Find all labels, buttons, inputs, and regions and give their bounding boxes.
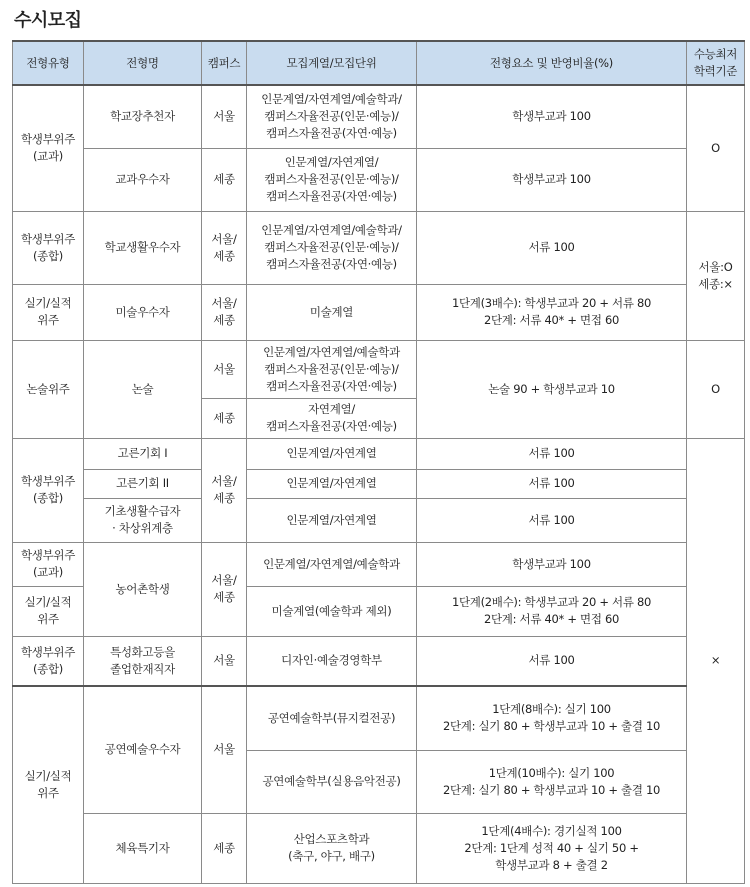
header-name: 전형명 (84, 41, 202, 85)
cell-elements: 1단계(4배수): 경기실적 100 2단계: 1단계 성적 40 + 실기 50 + 학생부교과 8 + 출결 2 (417, 813, 687, 883)
table-row (13, 813, 745, 883)
table-row (13, 498, 745, 542)
cell-name: 고른기회 I (84, 438, 202, 469)
cell-campus: 서울 (202, 636, 247, 686)
table-row (13, 148, 745, 211)
header-elements: 전형요소 및 반영비율(%) (417, 41, 687, 85)
cell-campus: 세종 (202, 813, 247, 883)
cell-type: 학생부위주 (교과) (13, 542, 84, 586)
cell-elements: 서류 100 (417, 469, 687, 498)
table-row (13, 340, 745, 398)
cell-elements: 서류 100 (417, 498, 687, 542)
cell-name: 학교장추천자 (84, 85, 202, 148)
cell-unit: 공연예술학부(뮤지컬전공) (247, 686, 417, 750)
cell-campus: 세종 (202, 398, 247, 438)
cell-unit: 자연계열/ 캠퍼스자율전공(자연·예능) (247, 398, 417, 438)
cell-name: 공연예술우수자 (84, 686, 202, 813)
cell-unit: 인문계열/자연계열/예술학과 캠퍼스자율전공(인문·예능)/ 캠퍼스자율전공(자연·예능) (247, 340, 417, 398)
cell-unit: 산업스포츠학과 (축구, 야구, 배구) (247, 813, 417, 883)
cell-unit: 인문계열/자연계열 (247, 438, 417, 469)
cell-name: 체육특기자 (84, 813, 202, 883)
table-row (13, 85, 745, 148)
cell-campus: 서울/ 세종 (202, 211, 247, 284)
cell-elements: 서류 100 (417, 438, 687, 469)
cell-name: 논술 (84, 340, 202, 438)
cell-unit: 디자인·예술경영학부 (247, 636, 417, 686)
cell-unit: 미술계열(예술학과 제외) (247, 586, 417, 636)
cell-campus: 서울 (202, 686, 247, 813)
cell-unit: 인문계열/자연계열 (247, 498, 417, 542)
cell-type: 실기/실적 위주 (13, 686, 84, 883)
cell-elements: 학생부교과 100 (417, 148, 687, 211)
cell-csat: × (687, 438, 745, 883)
cell-campus: 서울/ 세종 (202, 542, 247, 636)
cell-campus: 서울 (202, 85, 247, 148)
cell-csat: 서울:O 세종:× (687, 211, 745, 340)
cell-elements: 학생부교과 100 (417, 85, 687, 148)
cell-type: 학생부위주 (종합) (13, 211, 84, 284)
table-row (13, 686, 745, 750)
header-unit: 모집계열/모집단위 (247, 41, 417, 85)
cell-campus: 서울 (202, 340, 247, 398)
cell-type: 실기/실적 위주 (13, 586, 84, 636)
admission-table (12, 40, 745, 884)
cell-name: 학교생활우수자 (84, 211, 202, 284)
cell-csat: O (687, 85, 745, 211)
page-title: 수시모집 (14, 10, 82, 31)
cell-name: 특성화고등을 졸업한재직자 (84, 636, 202, 686)
cell-elements: 1단계(3배수): 학생부교과 20 + 서류 80 2단계: 서류 40* + 면접 60 (417, 284, 687, 340)
cell-type: 학생부위주 (교과) (13, 85, 84, 211)
cell-type: 논술위주 (13, 340, 84, 438)
header-csat: 수능최저 학력기준 (687, 41, 745, 85)
cell-type: 실기/실적 위주 (13, 284, 84, 340)
table-row (13, 284, 745, 340)
cell-elements: 1단계(8배수): 실기 100 2단계: 실기 80 + 학생부교과 10 + 출결 10 (417, 686, 687, 750)
cell-type: 학생부위주 (종합) (13, 438, 84, 542)
cell-unit: 공연예술학부(실용음악전공) (247, 750, 417, 813)
cell-elements: 서류 100 (417, 211, 687, 284)
cell-name: 기초생활수급자 · 차상위계층 (84, 498, 202, 542)
cell-name: 미술우수자 (84, 284, 202, 340)
table-header-row (13, 41, 745, 85)
table-row (13, 438, 745, 469)
cell-type: 학생부위주 (종합) (13, 636, 84, 686)
cell-name: 교과우수자 (84, 148, 202, 211)
header-type: 전형유형 (13, 41, 84, 85)
cell-elements: 서류 100 (417, 636, 687, 686)
table-row (13, 636, 745, 686)
cell-unit: 미술계열 (247, 284, 417, 340)
cell-elements: 논술 90 + 학생부교과 10 (417, 340, 687, 438)
table-row (13, 469, 745, 498)
cell-name: 농어촌학생 (84, 542, 202, 636)
cell-campus: 서울/ 세종 (202, 284, 247, 340)
cell-elements: 1단계(10배수): 실기 100 2단계: 실기 80 + 학생부교과 10 + 출결 10 (417, 750, 687, 813)
cell-campus: 세종 (202, 148, 247, 211)
cell-name: 고른기회 II (84, 469, 202, 498)
cell-unit: 인문계열/자연계열 (247, 469, 417, 498)
cell-elements: 학생부교과 100 (417, 542, 687, 586)
cell-unit: 인문계열/자연계열/예술학과 (247, 542, 417, 586)
table-row (13, 542, 745, 586)
cell-csat: O (687, 340, 745, 438)
cell-campus: 서울/ 세종 (202, 438, 247, 542)
cell-unit: 인문계열/자연계열/ 캠퍼스자율전공(인문·예능)/ 캠퍼스자율전공(자연·예능) (247, 148, 417, 211)
header-campus: 캠퍼스 (202, 41, 247, 85)
cell-elements: 1단계(2배수): 학생부교과 20 + 서류 80 2단계: 서류 40* + 면접 60 (417, 586, 687, 636)
cell-unit: 인문계열/자연계열/예술학과/ 캠퍼스자율전공(인문·예능)/ 캠퍼스자율전공(자연·예능) (247, 211, 417, 284)
table-row (13, 211, 745, 284)
cell-unit: 인문계열/자연계열/예술학과/ 캠퍼스자율전공(인문·예능)/ 캠퍼스자율전공(자연·예능) (247, 85, 417, 148)
